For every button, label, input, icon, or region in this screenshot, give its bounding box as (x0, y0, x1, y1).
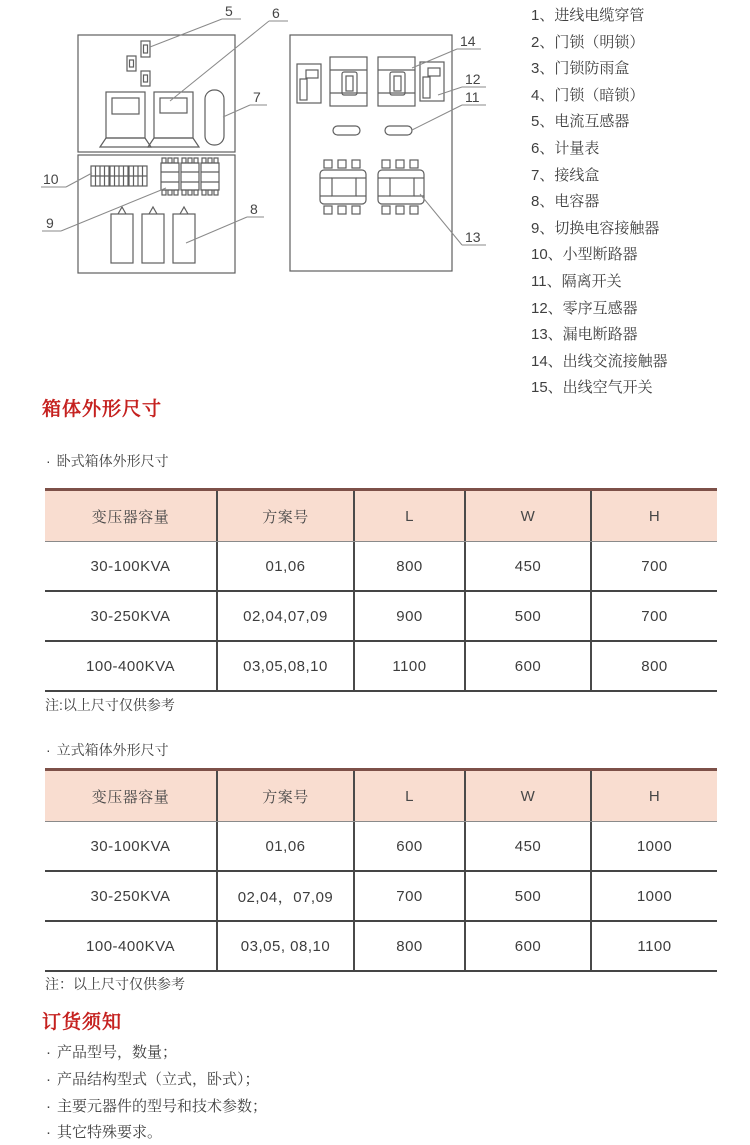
energy-meter-2 (148, 92, 199, 147)
table-row (45, 822, 717, 872)
table-cell: 600 (466, 922, 592, 970)
legend-item: 2、门锁（明锁） (531, 33, 645, 51)
dimensions-section-title: 箱体外形尺寸 (42, 399, 163, 420)
junction-box (205, 90, 224, 145)
table-cell: 1100 (355, 642, 466, 690)
isolating-switches (333, 126, 412, 135)
legend-item: 14、出线交流接触器 (531, 352, 668, 370)
table-cell: 01,06 (218, 542, 355, 590)
column-header: L (355, 771, 466, 821)
cabinet-1-diagram (78, 35, 235, 273)
capacitors (111, 207, 195, 263)
energy-meter-1 (100, 92, 151, 147)
table-row (45, 872, 717, 922)
vertical-dims-bullet (46, 740, 169, 760)
table-cell: 500 (466, 872, 592, 920)
table-cell: 100-400KVA (45, 922, 218, 970)
cabinet-diagrams (0, 0, 505, 300)
legend-item: 6、计量表 (531, 139, 600, 157)
column-header: 方案号 (218, 491, 355, 541)
ordering-notes-list (46, 1040, 267, 1145)
legend-item: 10、小型断路器 (531, 246, 638, 264)
legend-item: 11、隔离开关 (531, 272, 622, 290)
column-header: W (466, 771, 592, 821)
bullet-dot: · (46, 742, 51, 758)
current-transformers (127, 41, 150, 86)
component-legend (531, 3, 668, 402)
table-cell: 600 (466, 642, 592, 690)
ordering-note-text: 主要元器件的型号和技术参数； (57, 1097, 268, 1115)
table-cell: 1100 (637, 937, 672, 955)
bullet-dot: · (46, 1097, 51, 1115)
callout-14: 14 (460, 33, 476, 49)
table-cell: 700 (641, 607, 668, 625)
zero-sequence-transformer (420, 62, 444, 101)
callout-12: 12 (465, 71, 481, 87)
table-cell: 02,04,07,09 (218, 592, 355, 640)
table-cell: 800 (355, 922, 466, 970)
table-cell: 100-400KVA (45, 642, 218, 690)
column-header: H (648, 507, 661, 525)
ordering-note-text: 产品型号，数量； (57, 1044, 178, 1061)
column-header: L (355, 491, 466, 541)
legend-item: 8、电容器 (531, 193, 600, 211)
vertical-dims-label: 立式箱体外形尺寸 (56, 742, 169, 758)
table-cell: 450 (466, 542, 592, 590)
horizontal-dimensions-table (45, 488, 717, 692)
legend-item: 12、零序互感器 (531, 299, 638, 317)
ordering-note-text: 其它特殊要求。 (57, 1124, 163, 1142)
bullet-dot: · (46, 1044, 51, 1061)
table-cell: 30-100KVA (45, 542, 218, 590)
cabinet1-top-compartment (78, 35, 235, 152)
table-cell: 900 (355, 592, 466, 640)
bullet-dot: · (46, 1124, 51, 1142)
legend-item: 13、漏电断路器 (531, 326, 638, 344)
table-cell: 1000 (636, 837, 673, 855)
legend-item: 15、出线空气开关 (531, 379, 653, 397)
ordering-note (46, 1040, 267, 1067)
column-header: 变压器容量 (45, 491, 218, 541)
callout-13: 13 (465, 229, 481, 245)
table-cell: 1000 (636, 887, 673, 905)
column-header: W (466, 491, 592, 541)
outgoing-contactor-1 (330, 57, 367, 106)
table-cell: 450 (466, 822, 592, 870)
bullet-dot: · (46, 453, 51, 469)
vertical-table-note: 注：以上尺寸仅供参考 (45, 976, 185, 992)
table-cell: 600 (355, 822, 466, 870)
table-cell: 800 (641, 657, 668, 675)
legend-item: 1、进线电缆穿管 (531, 7, 645, 24)
callout-10: 10 (43, 171, 59, 187)
door-lock-left (297, 64, 321, 103)
callout-8: 8 (250, 201, 258, 217)
table-cell: 02,04，07,09 (218, 872, 355, 920)
leakage-breaker-2 (378, 160, 424, 214)
horizontal-dims-bullet (46, 451, 169, 471)
table-row (45, 922, 717, 972)
ordering-note (46, 1120, 267, 1145)
ordering-note-text: 产品结构型式（立式，卧式）； (57, 1070, 260, 1088)
callout-7: 7 (253, 89, 261, 105)
table-cell: 01,06 (218, 822, 355, 870)
ordering-section-title: 订货须知 (42, 1012, 123, 1033)
legend-item: 7、接线盒 (531, 166, 600, 184)
table-row (45, 542, 717, 592)
table-cell: 500 (466, 592, 592, 640)
leakage-breaker-1 (320, 160, 366, 214)
outgoing-contactor-2 (378, 57, 415, 106)
ordering-note (46, 1094, 267, 1121)
table-cell: 700 (355, 872, 466, 920)
callout-6: 6 (272, 5, 280, 21)
table-cell: 700 (641, 557, 668, 575)
table-cell: 30-250KVA (45, 592, 218, 640)
legend-item: 3、门锁防雨盒 (531, 60, 630, 78)
legend-item: 9、切换电容接触器 (531, 219, 660, 237)
column-header: H (648, 787, 661, 805)
table-row (45, 642, 717, 692)
diagram-callouts (41, 3, 486, 245)
horizontal-dims-label: 卧式箱体外形尺寸 (56, 453, 169, 469)
cabinet-2-diagram (290, 35, 452, 271)
ordering-note (46, 1067, 267, 1094)
column-header: 变压器容量 (45, 771, 218, 821)
table-cell: 03,05,08,10 (218, 642, 355, 690)
callout-5: 5 (225, 3, 233, 19)
vertical-dimensions-table (45, 768, 717, 972)
table-cell: 03,05, 08,10 (218, 922, 355, 970)
legend-item: 5、电流互感器 (531, 113, 630, 131)
table-cell: 30-250KVA (45, 872, 218, 920)
capacitor-contactors (161, 158, 219, 195)
table-row (45, 592, 717, 642)
table-cell: 800 (355, 542, 466, 590)
bullet-dot: · (46, 1070, 51, 1088)
callout-11: 11 (465, 89, 480, 105)
horizontal-table-note: 注:以上尺寸仅供参考 (45, 697, 175, 713)
table-header-row (45, 491, 717, 542)
mini-circuit-breakers (91, 166, 147, 186)
column-header: 方案号 (218, 771, 355, 821)
callout-9: 9 (46, 215, 54, 231)
table-header-row (45, 771, 717, 822)
table-cell: 30-100KVA (45, 822, 218, 870)
legend-item: 4、门锁（暗锁） (531, 86, 645, 104)
